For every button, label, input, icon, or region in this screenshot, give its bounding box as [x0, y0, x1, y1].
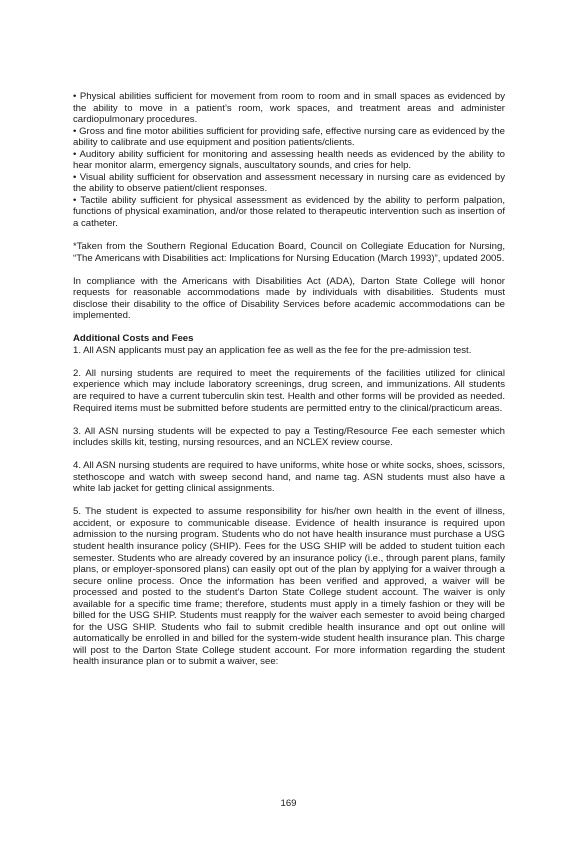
cost-item-1: 1. All ASN applicants must pay an application fee as well as the fee for the pre-admission test.	[73, 344, 472, 356]
page-number: 169	[280, 798, 297, 809]
bullet-motor: • Gross and fine motor abilities sufficient for providing safe, effective nursing care as evidenced by the ability to calibrate and use equipment and position patients/clients.	[73, 125, 505, 149]
page-content	[73, 91, 505, 668]
cost-item-5: 5. The student is expected to assume responsibility for his/her own health in the event of illness, accident, or exposure to communicable disease. Evidence of health insurance is required upon admission to the nursing program. Students who do not have health insurance must purchase a USG student health insurance policy (SHIP). Fees for the USG SHIP will be added to student tuition each semester. Students who are already covered by an insurance policy (i.e., through parent plans, family plans, or employer-sponsored plans) can easily opt out of the plan by applying for a waiver through a secure online process. Once the information has been verified and approved, a waiver will be processed and posted to the student’s Darton State College student account. The waiver is only available for a specific time frame; therefore, students must apply in a timely fashion or they will be billed for the USG SHIP. Students must reapply for the waiver each semester to avoid being charged for the USG SHIP. Students who fail to submit credible health insurance and opt out online will automatically be enrolled in and billed for the system-wide student health insurance plan. This charge will post to the Darton State College student account. For more information regarding the student health insurance plan or to submit a waiver, see:	[73, 506, 505, 668]
bullet-auditory: • Auditory ability sufficient for monitoring and assessing health needs as evidenced by the ability to hear monitor alarm, emergency signals, auscultatory sounds, and cries for help.	[73, 148, 505, 172]
bullet-tactile: • Tactile ability sufficient for physical assessment as evidenced by the ability to perform palpation, functions of physical examination, and/or those related to therapeutic intervention such as insertion of a catheter.	[73, 194, 505, 230]
bullet-physical: • Physical abilities sufficient for movement from room to room and in small spaces as evidenced by the ability to move in a patient’s room, work spaces, and treatment areas and administer cardiopulmonary procedures.	[73, 91, 505, 126]
costs-heading: Additional Costs and Fees	[73, 333, 194, 345]
cost-item-3: 3. All ASN nursing students will be expected to pay a Testing/Resource Fee each semester which includes skills kit, testing, nursing resources, and an NCLEX review course.	[73, 425, 505, 449]
source-note: *Taken from the Southern Regional Education Board, Council on Collegiate Education for Nursing, “The Americans with Disabilities act: Implications for Nursing Education (March 1993)”, updated 2005.	[73, 241, 505, 264]
cost-item-4: 4. All ASN nursing students are required to have uniforms, white hose or white socks, shoes, scissors, stethoscope and watch with sweep second hand, and name tag. ASN students must also have a white lab jacket for getting clinical assignments.	[73, 460, 505, 495]
ada-paragraph: In compliance with the Americans with Disabilities Act (ADA), Darton State College will honor requests for reasonable accommodations made by individuals with disabilities. Students must disclose their disability to the office of Disability Services before academic accommodations can be implemented.	[73, 275, 505, 322]
cost-item-2: 2. All nursing students are required to meet the requirements of the facilities utilized for clinical experience which may include laboratory screenings, drug screen, and immunizations. All students are required to have a current tuberculin skin test. Health and other forms will be provided as needed. Required items must be submitted before students are permitted entry to the clinical/practicum areas.	[73, 367, 505, 414]
bullet-visual: • Visual ability sufficient for observation and assessment necessary in nursing care as evidenced by the ability to observe patient/client responses.	[73, 171, 505, 195]
